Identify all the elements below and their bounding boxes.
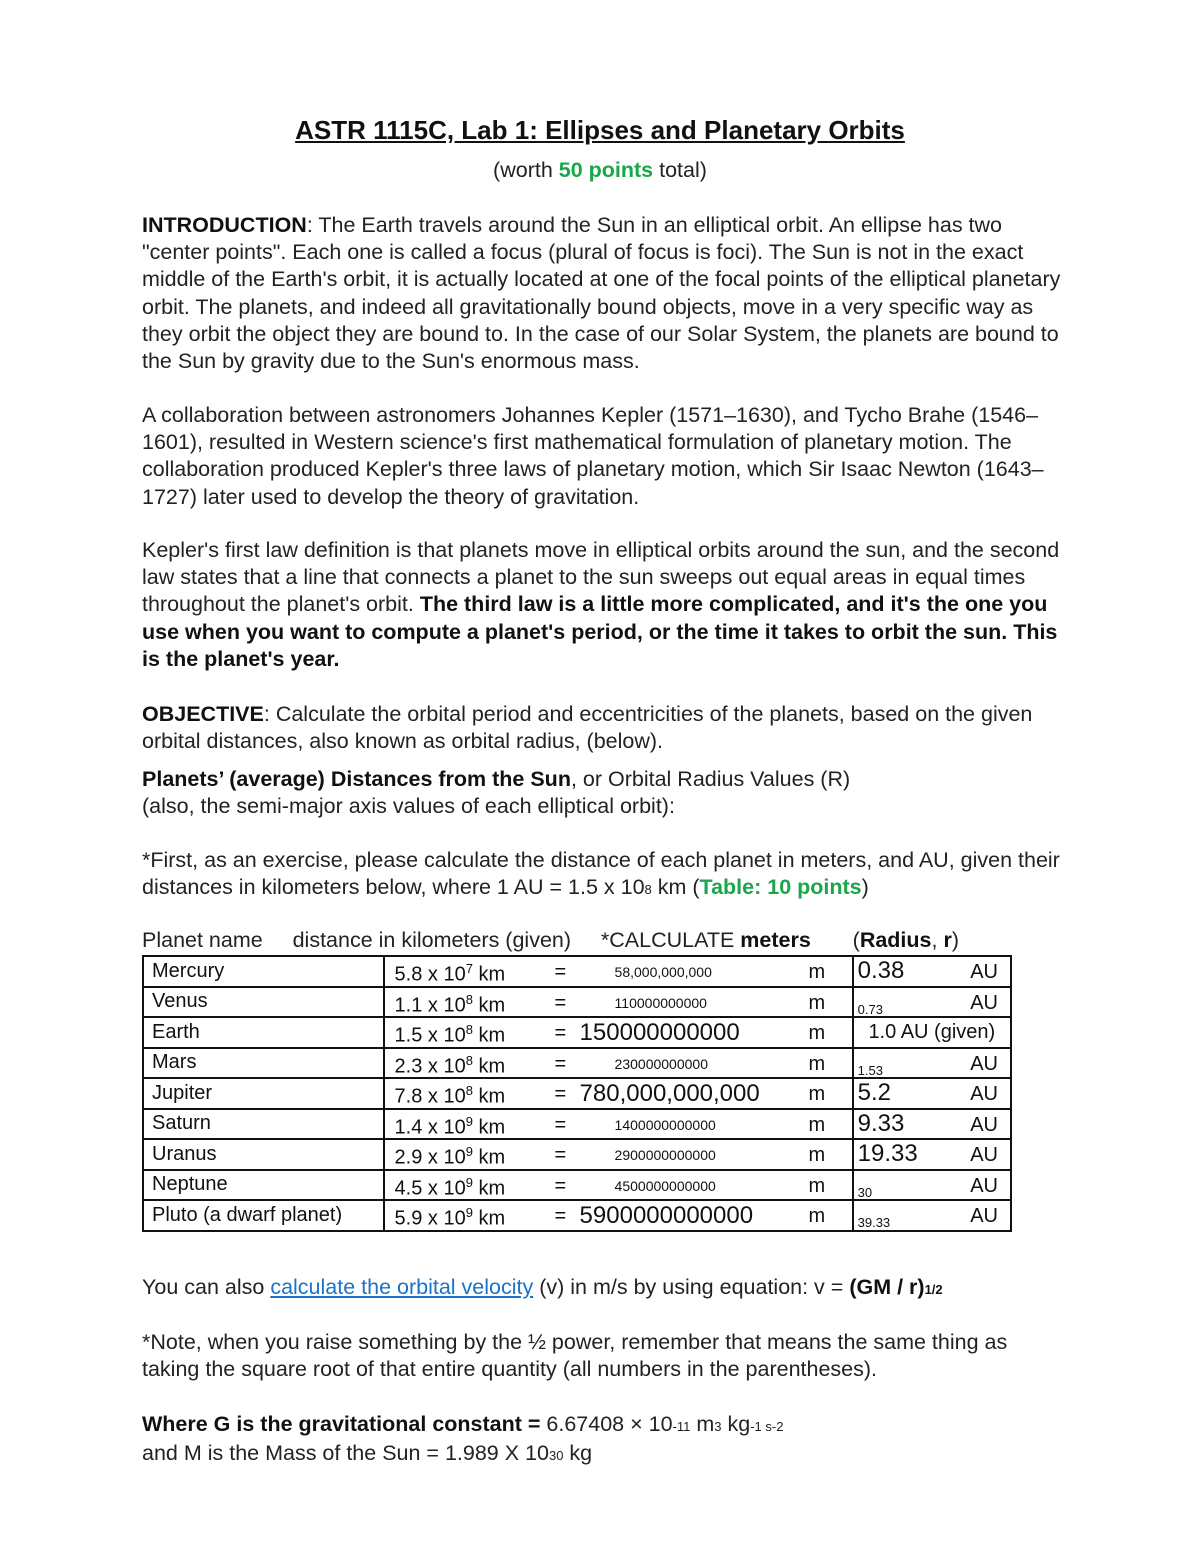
table-row (143, 1139, 1011, 1170)
distance-exp: 9 (465, 1113, 473, 1129)
header-meters: meters (740, 928, 811, 952)
header-paren: ( (852, 928, 860, 952)
distance-km (395, 1022, 506, 1048)
table-points: Table: 10 points (699, 875, 862, 900)
gconst-kg: kg (721, 1412, 751, 1436)
planet-name: Venus (143, 987, 384, 1018)
kepler-text: Kepler's first law definition is that planets move in elliptical orbits around the sun, and the second law states that a line that connects a planet to the sun sweeps out equal areas in equal times throughout the planet's orbit. (142, 538, 1060, 617)
m-unit: m (808, 1052, 826, 1075)
km-unit: km (472, 1116, 506, 1139)
times-ten: x 10 (422, 1055, 466, 1078)
times-ten: x 10 (422, 994, 466, 1017)
au-cell (853, 1048, 1011, 1079)
intro-paragraph (142, 212, 1067, 375)
worth-points: 50 points (558, 158, 654, 182)
meters-value: 2900000000000 (614, 1147, 716, 1163)
au-cell (853, 956, 1011, 987)
velocity-paragraph (142, 1274, 1067, 1303)
distance-km (395, 1144, 506, 1170)
distance-cell (384, 956, 853, 987)
au-unit: AU (970, 1174, 998, 1197)
distance-cell (384, 1109, 853, 1140)
table-row (143, 1170, 1011, 1201)
distance-km (395, 992, 506, 1018)
distance-km (395, 961, 506, 987)
intro-text: : The Earth travels around the Sun in an elliptical orbit. An ellipse has two "center points". Each one is called a focus (plural of focus is foci). The Sun is not in the exact middle of the Earth's orbit, it is actually located at one of the focal points of the elliptical planetary orbit. The planets, and indeed all gravitationally bound objects, move in a very specific way as they orbit the object they are bound to. In the case of our Solar System, the planets are bound to the Sun by gravity due to the Sun's enormous mass. (142, 213, 1061, 374)
planet-name: Mercury (143, 956, 384, 987)
distance-coef: 7.8 (394, 1085, 423, 1108)
distance-km (395, 1175, 506, 1201)
exercise-paragraph (142, 847, 1067, 903)
planet-name: Mars (143, 1048, 384, 1079)
worth-line (0, 158, 1200, 183)
times-ten: x 10 (422, 963, 466, 986)
table-row (143, 1048, 1011, 1079)
equals-sign: = (554, 961, 567, 983)
mass-text: and M is the Mass of the Sun = 1.989 X 10 (142, 1441, 549, 1466)
au-unit: AU (970, 1052, 998, 1075)
au-value: 0.38 (857, 957, 905, 984)
mass-exp: 30 (548, 1448, 564, 1464)
distance-km (395, 1205, 506, 1231)
distance-cell (384, 1139, 853, 1170)
au-cell (853, 1170, 1011, 1201)
header-r: r (943, 928, 952, 952)
distance-km (395, 1114, 506, 1140)
table-row (143, 1017, 1011, 1048)
km-unit: km (472, 1146, 506, 1169)
au-unit: AU (970, 991, 998, 1014)
equals-sign: = (554, 1174, 567, 1197)
worth-post: total) (653, 158, 707, 182)
equals-sign: = (554, 1113, 567, 1136)
worth-pre: (worth (493, 158, 559, 182)
objective-text: : Calculate the orbital period and eccentricities of the planets, based on the given orbital distances, also known as orbital radius, (below). (142, 702, 1033, 754)
au-value: 0.73 (857, 1001, 883, 1017)
au-cell (853, 1200, 1011, 1231)
page-title: ASTR 1115C, Lab 1: Ellipses and Planetary Orbits (295, 115, 905, 145)
m-unit: m (808, 1174, 826, 1197)
m-unit: m (808, 1022, 826, 1044)
m-unit: m (808, 961, 826, 983)
collab-paragraph: A collaboration between astronomers Johannes Kepler (1571–1630), and Tycho Brahe (1546–1601), resulted in Western science's first mathematical formulation of planetary motion. The collaboration produced Kepler's three laws of planetary motion, which Sir Isaac Newton (1643–1727) later used to develop the theory of gravitation. (142, 403, 1044, 509)
km-unit: km (472, 963, 506, 986)
distance-coef: 4.5 (394, 1177, 423, 1200)
meters-value: 4500000000000 (614, 1177, 716, 1194)
au-cell (853, 1017, 1011, 1048)
au-cell (853, 1139, 1011, 1170)
meters-value: 150000000000 (579, 1019, 740, 1046)
au-value: 9.33 (857, 1109, 905, 1137)
gconst-kg-exp: -1 (750, 1419, 762, 1434)
header-calc: *CALCULATE (600, 928, 741, 952)
intro-label: INTRODUCTION (142, 213, 307, 237)
distance-exp: 8 (465, 1052, 473, 1068)
planet-name: Neptune (143, 1170, 384, 1201)
distance-exp: 9 (465, 1205, 473, 1220)
equals-sign: = (554, 1144, 567, 1166)
gconst-exp: -11 (672, 1419, 691, 1434)
orbital-velocity-link[interactable]: calculate the orbital velocity (270, 1275, 534, 1299)
gconst-m-exp: 3 (714, 1419, 722, 1434)
au-value: 30 (857, 1184, 873, 1200)
gconst-s-exp: -2 (771, 1419, 784, 1434)
distance-cell (384, 1200, 853, 1231)
au-unit: AU (970, 1113, 998, 1136)
times-ten: x 10 (422, 1116, 466, 1139)
planet-name: Jupiter (143, 1078, 384, 1109)
planet-name: Uranus (143, 1139, 384, 1170)
m-unit: m (808, 991, 826, 1014)
meters-value: 58,000,000,000 (614, 964, 712, 980)
au-value: 1.0 AU (given) (868, 1020, 996, 1043)
header-close: ) (951, 928, 959, 952)
distance-cell (384, 1017, 853, 1048)
au-cell (853, 1078, 1011, 1109)
exercise-text: *First, as an exercise, please calculate the distance of each planet in meters, and AU, given their distances in kilometers below, where 1 AU = 1.5 x 10 (142, 848, 1060, 900)
km-unit: km (472, 994, 506, 1017)
m-unit: m (808, 1205, 826, 1227)
equals-sign: = (554, 991, 567, 1014)
distance-exp: 8 (465, 991, 473, 1007)
distance-km (395, 1083, 506, 1109)
times-ten: x 10 (422, 1177, 466, 1200)
velocity-equation: (GM / r) (849, 1275, 925, 1299)
au-value: 39.33 (857, 1215, 891, 1230)
km-unit: km (472, 1085, 506, 1108)
table-row (143, 1078, 1011, 1109)
equals-sign: = (554, 1205, 567, 1227)
distance-exp: 9 (465, 1174, 473, 1190)
distance-coef: 2.3 (394, 1055, 423, 1078)
meters-value: 1400000000000 (614, 1116, 716, 1133)
distance-exp: 8 (465, 1022, 473, 1037)
distance-cell (384, 987, 853, 1018)
au-cell (853, 1109, 1011, 1140)
meters-value: 5900000000000 (579, 1202, 754, 1229)
velocity-exp: 1/2 (924, 1282, 943, 1297)
au-value: 1.53 (857, 1062, 883, 1078)
exercise-close: ) (861, 875, 869, 900)
table-row (143, 1109, 1011, 1140)
planet-name: Pluto (a dwarf planet) (143, 1200, 384, 1231)
distance-exp: 9 (465, 1144, 473, 1159)
equals-sign: = (554, 1022, 567, 1044)
au-unit: AU (970, 961, 998, 983)
times-ten: x 10 (422, 1207, 466, 1230)
objective-paragraph (142, 701, 1067, 755)
table-header (142, 928, 959, 953)
planets-heading (142, 766, 1067, 820)
kepler-bold: The third law is a little more complicated, and it's the one you use when you want to compute a planet's period, or the time it takes to orbit the sun. This is the planet's year. (142, 592, 1058, 671)
velocity-pre: You can also (142, 1275, 271, 1299)
table-row (143, 956, 1011, 987)
distance-cell (384, 1078, 853, 1109)
distance-coef: 1.5 (394, 1024, 423, 1047)
distance-coef: 2.9 (394, 1146, 423, 1169)
distance-coef: 1.4 (394, 1116, 423, 1139)
distance-exp: 8 (465, 1083, 473, 1098)
planets-heading-bold: Planets’ (average) Distances from the Sun (142, 767, 571, 791)
distance-exp: 7 (465, 961, 473, 976)
km-unit: km (472, 1055, 506, 1078)
distance-km (395, 1053, 506, 1079)
m-unit: m (808, 1083, 826, 1105)
times-ten: x 10 (422, 1085, 466, 1108)
exercise-text2: km ( (651, 875, 700, 900)
m-unit: m (808, 1113, 826, 1136)
meters-value: 780,000,000,000 (579, 1080, 760, 1107)
gconst-m: m (690, 1412, 715, 1436)
gconst-value: 6.67408 × 10 (546, 1412, 673, 1436)
times-ten: x 10 (422, 1024, 466, 1047)
planet-name: Earth (143, 1017, 384, 1048)
header-planet: Planet name (142, 928, 263, 952)
au-value: 5.2 (857, 1079, 891, 1106)
equals-sign: = (554, 1083, 567, 1105)
equals-sign: = (554, 1052, 567, 1075)
distance-cell (384, 1048, 853, 1079)
constants-paragraph (142, 1411, 1067, 1469)
distance-coef: 1.1 (394, 994, 423, 1017)
planet-distance-table (142, 955, 1012, 1232)
exercise-exp: 8 (644, 882, 652, 898)
distance-cell (384, 1170, 853, 1201)
m-unit: m (808, 1144, 826, 1166)
header-comma: , (931, 928, 944, 952)
au-unit: AU (970, 1144, 998, 1166)
objective-label: OBJECTIVE (142, 702, 264, 726)
mass-unit: kg (563, 1441, 593, 1466)
meters-value: 110000000000 (614, 994, 707, 1011)
meters-value: 230000000000 (614, 1055, 708, 1072)
note-paragraph: *Note, when you raise something by the ½ power, remember that means the same thing as taking the square root of that entire quantity (all numbers in the parentheses). (142, 1330, 1008, 1382)
planets-heading-line2: (also, the semi-major axis values of each elliptical orbit): (142, 794, 675, 819)
table-row (143, 987, 1011, 1018)
au-unit: AU (970, 1205, 998, 1227)
table-row (143, 1200, 1011, 1231)
planet-name: Saturn (143, 1109, 384, 1140)
distance-coef: 5.9 (394, 1207, 423, 1230)
header-distance: distance in kilometers (given) (292, 928, 572, 952)
au-value: 19.33 (857, 1140, 918, 1167)
gconst-s: s (761, 1419, 772, 1434)
km-unit: km (472, 1024, 506, 1047)
au-cell (853, 987, 1011, 1018)
gconst-label: Where G is the gravitational constant = (142, 1412, 547, 1436)
km-unit: km (472, 1207, 506, 1230)
au-unit: AU (970, 1083, 998, 1105)
kepler-paragraph (142, 537, 1067, 673)
times-ten: x 10 (422, 1146, 466, 1169)
km-unit: km (472, 1177, 506, 1200)
header-radius: Radius (859, 928, 932, 952)
distance-coef: 5.8 (394, 963, 423, 986)
planets-heading-text: , or Orbital Radius Values (R) (570, 767, 851, 791)
velocity-post: (v) in m/s by using equation: v = (533, 1275, 850, 1299)
